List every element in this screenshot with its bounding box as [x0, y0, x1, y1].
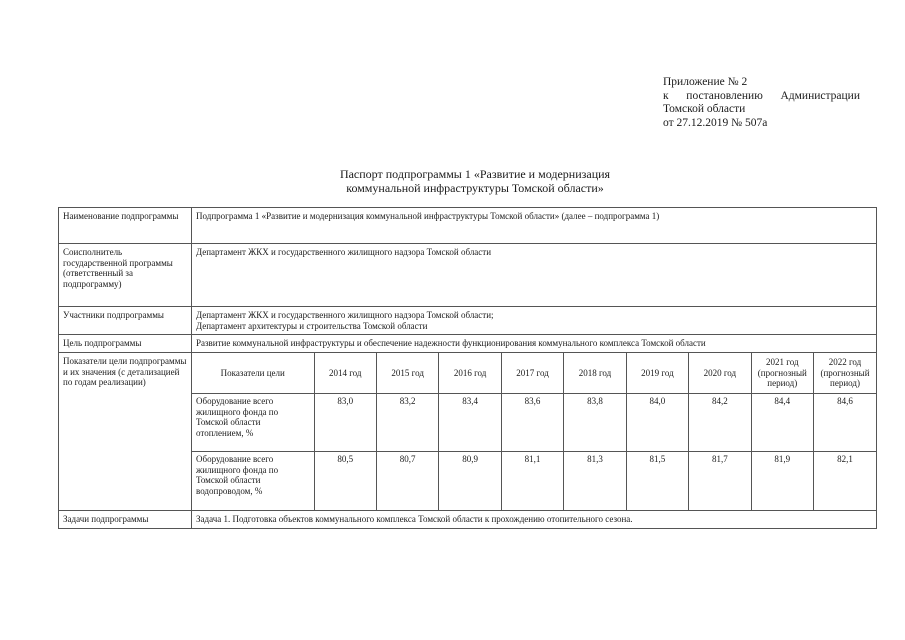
indicator-value: 81,5 [626, 452, 688, 511]
row-indicators [59, 353, 877, 511]
row-tasks [59, 511, 877, 529]
year-header: 2014 год [314, 353, 376, 394]
appendix-line-1: Приложение № 2 [663, 76, 748, 88]
indicator-row [192, 394, 876, 452]
participant-2: Департамент архитектуры и строительства Томской области [196, 320, 428, 331]
indicator-name: Оборудование всего жилищного фонда по Томской области водопроводом, % [192, 452, 314, 511]
indicator-value: 83,0 [314, 394, 376, 452]
year-header: 2019 год [626, 353, 688, 394]
indicator-value: 84,2 [689, 394, 751, 452]
row-coexecutor [59, 244, 877, 307]
label-cell: Соисполнитель государственной программы (ответственный за подпрограмму) [59, 244, 192, 307]
label-cell: Цель подпрограммы [59, 335, 192, 353]
label-cell: Показатели цели подпрограммы и их значения (с детализацией по годам реализации) [59, 353, 192, 511]
label-cell: Задачи подпрограммы [59, 511, 192, 529]
appendix-word: к [663, 89, 669, 102]
year-header: 2020 год [689, 353, 751, 394]
indicators-header-row [192, 353, 876, 394]
indicator-value: 81,3 [564, 452, 626, 511]
label-cell: Наименование подпрограммы [59, 208, 192, 244]
indicators-table [192, 353, 876, 510]
indicator-value: 84,4 [751, 394, 813, 452]
value-cell: Развитие коммунальной инфраструктуры и обеспечение надежности функционирования коммунального комплекса Томской области [192, 335, 877, 353]
year-header: 2018 год [564, 353, 626, 394]
title-line-2: коммунальной инфраструктуры Томской области» [346, 181, 604, 195]
year-header: 2017 год [501, 353, 563, 394]
indicator-value: 81,7 [689, 452, 751, 511]
row-goal [59, 335, 877, 353]
passport-table [58, 207, 877, 529]
appendix-line-3: Томской области [663, 103, 746, 115]
indicator-value: 80,9 [439, 452, 501, 511]
appendix-word: постановлению [686, 89, 763, 102]
document-title [0, 167, 905, 195]
title-line-1: Паспорт подпрограммы 1 «Развитие и модернизация [339, 167, 611, 181]
appendix-line-4: от 27.12.2019 № 507а [663, 116, 768, 129]
participant-1: Департамент ЖКХ и государственного жилищного надзора Томской области; [196, 310, 494, 320]
indicator-value: 80,5 [314, 452, 376, 511]
year-header: 2022 год (прогнозный период) [814, 353, 877, 394]
indicator-row [192, 452, 876, 511]
appendix-word: Администрации [780, 89, 860, 102]
year-header: 2021 год (прогнозный период) [751, 353, 813, 394]
indicator-value: 83,8 [564, 394, 626, 452]
row-participants [59, 307, 877, 335]
appendix-line-2 [663, 90, 860, 104]
value-cell: Департамент ЖКХ и государственного жилищного надзора Томской области [192, 244, 877, 307]
indicator-value: 80,7 [376, 452, 438, 511]
indicator-value: 84,6 [814, 394, 877, 452]
indicator-value: 83,2 [376, 394, 438, 452]
indicator-value: 82,1 [814, 452, 877, 511]
value-cell [192, 307, 877, 335]
year-header: 2015 год [376, 353, 438, 394]
indicator-value: 83,4 [439, 394, 501, 452]
indicator-value: 81,1 [501, 452, 563, 511]
indicator-value: 84,0 [626, 394, 688, 452]
value-cell: Задача 1. Подготовка объектов коммунального комплекса Томской области к прохождению отопительного сезона. [192, 511, 877, 529]
indicator-name: Оборудование всего жилищного фонда по Томской области отоплением, % [192, 394, 314, 452]
indicators-cell [192, 353, 877, 511]
year-header: 2016 год [439, 353, 501, 394]
label-cell: Участники подпрограммы [59, 307, 192, 335]
value-cell: Подпрограмма 1 «Развитие и модернизация коммунальной инфраструктуры Томской области» (далее – подпрограмма 1) [192, 208, 877, 244]
indicator-value: 83,6 [501, 394, 563, 452]
indicator-value: 81,9 [751, 452, 813, 511]
indicator-header: Показатели цели [192, 353, 314, 394]
appendix-block [663, 76, 873, 130]
row-name [59, 208, 877, 244]
